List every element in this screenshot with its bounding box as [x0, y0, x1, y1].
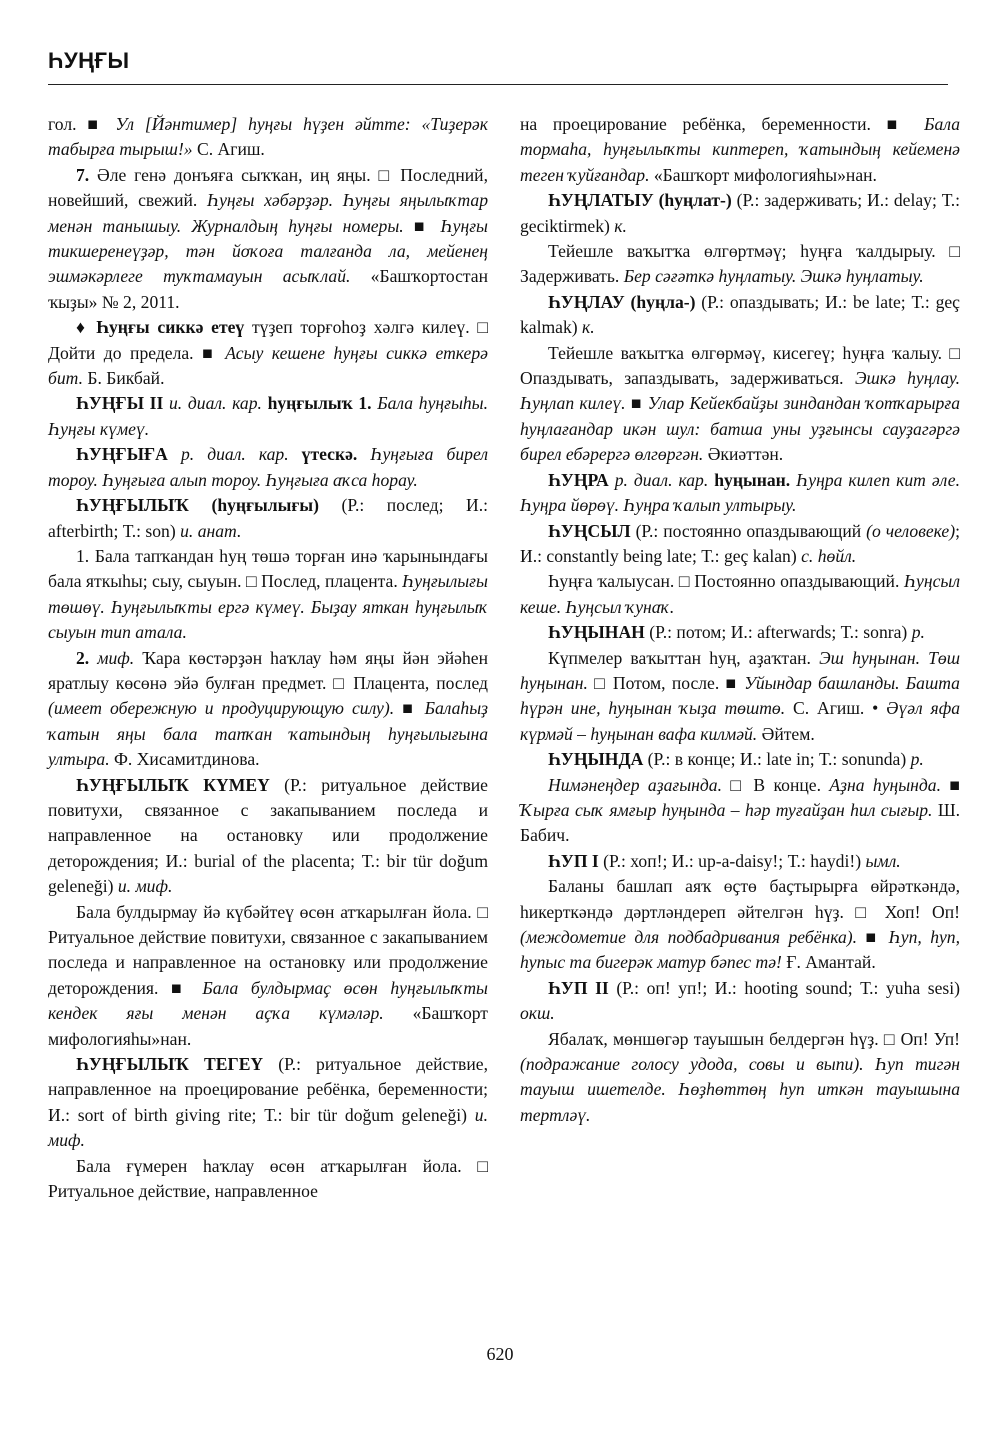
entry-paragraph — [520, 747, 960, 772]
open-square-icon: □ — [949, 342, 960, 363]
translation: Опаздывать, запаздывать, задерживаться. — [520, 368, 855, 389]
example: Асыу кешене һуңғы сиккә еткерә бит. — [48, 342, 488, 389]
equivalents: ; И.: constantly being late; Т.: geç kalan) — [520, 520, 960, 566]
gloss-and-example: (подражание голосу удода, совы и выпи). Һуп тигән тауыш ишетелде. Һөҙһөттөң һуп иткән тауышына тертләү. — [520, 1054, 960, 1125]
entry-paragraph — [48, 112, 488, 163]
example: Аҙна һуңында. — [829, 774, 950, 795]
source: С. Агиш. — [785, 698, 873, 719]
grammar-label: и. диал. кар. — [163, 393, 268, 414]
grammar-label: к. — [614, 215, 627, 236]
headword: ҺУҢЛАУ (һуңла-) — [548, 291, 696, 312]
definition: түҙеп торғоһоҙ хәлгә килеү. — [244, 317, 478, 338]
translation: Дойти до предела. — [48, 342, 203, 363]
entry-paragraph — [520, 188, 960, 239]
sense-paragraph — [520, 1027, 960, 1129]
phrase: Һуңғы сиккә етеү — [96, 317, 245, 338]
headword: ҺУҢҒЫЛЫҠ (һуңғылығы) — [76, 495, 319, 516]
headword: ҺУҢҒЫЛЫҠ КҮМЕҮ — [76, 774, 270, 795]
definition: 1. Бала тапҡандан һуң төшә торған инә ҡарынындағы бала яткыһы; сыу, сыуын. — [48, 545, 488, 592]
source: «Башҡорт мифологияһы»нан. — [48, 1003, 488, 1049]
translation: Хоп! Оп! — [873, 901, 960, 922]
headword: ҺУҢСЫЛ — [548, 520, 631, 541]
example: Балаһыҙ ҡатын яңы бала тапҡан ҡатындың һуңғылығына ултыра. — [48, 698, 488, 770]
source: Әкиәттән. — [703, 444, 784, 465]
right-column — [520, 112, 960, 1128]
open-square-icon: □ — [477, 901, 488, 922]
cross-reference: үтескә. — [301, 444, 358, 465]
entry-paragraph — [48, 391, 488, 442]
entry-paragraph — [520, 620, 960, 645]
equivalents: (Р.: в конце; И.: late in; Т.: sonunda) — [643, 749, 911, 770]
left-column — [48, 112, 488, 1204]
open-square-icon: □ — [246, 571, 257, 592]
sense-paragraph — [48, 900, 488, 1052]
filled-square-icon: ■ — [202, 342, 217, 363]
example: Һуңсыл кеше. Һуңсыл ҡунаҡ. — [520, 571, 960, 617]
open-square-icon: □ — [594, 672, 607, 693]
translation: Задерживать. — [520, 266, 624, 287]
example: Һуңғы хәбәрҙәр. Һуңғы яңылыҡтар менән танышыу. Журналдың һуңғы номеры. — [48, 190, 488, 236]
filled-square-icon: ■ — [402, 698, 417, 719]
example: Бала һуңғыһы. Һуңғы күмеү. — [48, 393, 488, 439]
source: Б. Бикбай. — [82, 368, 165, 389]
equivalents: (Р.: послед; И.: afterbirth; Т.: son) — [48, 495, 488, 541]
filled-square-icon: ■ — [865, 927, 881, 947]
equivalents: (Р.: потом; И.: afterwards; Т.: sonra) — [644, 622, 912, 643]
sense-paragraph — [48, 646, 488, 773]
sense-paragraph — [520, 773, 960, 849]
equivalents: (Р.: опаздывать; И.: be late; Т.: geç kalmak) — [520, 291, 960, 338]
example: Һуңғыға бирел тороу. Һуңғыға алып тороу. Һуңғыға аҡса һорау. — [48, 444, 488, 490]
cross-reference: һуңынан. — [714, 469, 791, 490]
entry-paragraph — [48, 1052, 488, 1154]
headword: ҺУҢЫНДА — [548, 749, 644, 770]
example: Һуңғылығы төшөү. Һуңғылыҡты ергә күмеү. Быҙау яткан һуңғылыҡ сыуын тип атала. — [48, 571, 488, 643]
open-square-icon: □ — [730, 774, 745, 795]
entry-paragraph — [48, 442, 488, 493]
sense-paragraph — [48, 544, 488, 646]
example: Бер сәғәткә һуңлатыу. Эшкә һуңлатыу. — [623, 266, 924, 287]
filled-square-icon: ■ — [630, 393, 643, 414]
source: Ф. Хисамитдинова. — [109, 749, 260, 770]
entry-paragraph — [48, 493, 488, 544]
example: Ҡырға сыҡ ямғыр һуңында – һәр туғайҙан һил сығыр. — [520, 799, 933, 820]
definition: Баланы башлап аяҡ өҫтө баҫтырырға өйрәткәндә, һикерткәндә дәртләндереп әйтелгән һүҙ. — [520, 876, 960, 922]
sense-paragraph — [520, 874, 960, 976]
gloss: (имеет обережную и продуцирующую силу). — [48, 698, 395, 719]
diamond-icon: ♦ — [76, 317, 89, 338]
source: «Башҡортостан ҡыҙы» № 2, 2011. — [48, 266, 489, 312]
definition: Бала булдырмау йә күбәйтеү өсөн атҡарылған йола. — [76, 901, 478, 922]
entry-paragraph — [520, 468, 960, 519]
sense-paragraph — [520, 569, 960, 620]
gloss: (междометие для подбадривания ребёнка). — [520, 927, 858, 947]
grammar-label: с. һөйл. — [801, 545, 857, 566]
grammar-label: р. — [910, 749, 924, 770]
grammar-label: р. диал. кар. — [608, 469, 715, 490]
source: Ш. Бабич. — [520, 799, 960, 846]
source: Әйтем. — [757, 723, 815, 744]
headword: ҺУҢРА — [548, 469, 609, 490]
definition: Нимәнеңдер аҙағында. — [548, 774, 731, 795]
translation: на проецирование ребёнка, беременности. — [520, 114, 887, 134]
entry-paragraph — [48, 773, 488, 900]
filled-square-icon: ■ — [886, 114, 909, 134]
running-head: ҺУҢҒЫ — [48, 48, 130, 73]
headword: ҺУҢҒЫ II — [76, 393, 164, 414]
entry-paragraph — [520, 976, 960, 1027]
definition: Ҡара көстәрҙән һаҡлау һәм яңы йән эйәһен яратлыу көсөнә эйә булған предмет. — [48, 647, 489, 693]
example: Һуп, һуп, һупыс та бигерәк матур бәпес тә! — [520, 927, 961, 973]
definition: Күпмелер ваҡыттан һуң, аҙаҡтан. — [548, 647, 820, 668]
translation: Плацента, послед — [346, 672, 488, 693]
phrase-paragraph — [48, 315, 488, 391]
definition: Ябалаҡ, мөншөгәр тауышын белдергән һүҙ. — [548, 1028, 884, 1049]
grammar-label: р. — [911, 622, 925, 643]
headword: ҺУП II — [548, 977, 609, 998]
headword: ҺУҢҒЫҒА — [76, 444, 168, 465]
example: Эш һуңынан. Төш һуңынан. — [520, 647, 960, 693]
example: Эшкә һуңлау. Һуңлап килеү. — [520, 368, 961, 414]
open-square-icon: □ — [477, 317, 488, 338]
source: Ғ. Амантай. — [781, 952, 876, 973]
headword: ҺУП I — [548, 850, 599, 871]
text: гол. — [48, 114, 88, 134]
open-square-icon: □ — [883, 1028, 896, 1049]
example: Һуңра килеп кит әле. Һуңра йөрөү. Һуңра ҡалып ултырыу. — [520, 469, 960, 516]
definition: Тейешле ваҡытҡа өлгөртмәү; һуңға ҡалдырыу. — [548, 241, 950, 262]
open-square-icon: □ — [378, 164, 393, 185]
headword: ҺУҢЛАТЫУ (һуңлат-) — [548, 190, 732, 211]
filled-square-icon: ■ — [87, 114, 105, 134]
sense-paragraph — [520, 646, 960, 748]
translation: Ритуальное действие повитухи, связанное с закапыванием последа и направленное на остановку или продолжение деторождения. — [48, 927, 488, 998]
header-rule — [48, 84, 948, 85]
grammar-label: р. диал. кар. — [167, 444, 302, 465]
translation: Постоянно опаздывающий. — [689, 571, 904, 592]
equivalents: (Р.: задерживать; И.: delay; Т.: geciktirmek) — [520, 190, 960, 236]
open-square-icon: □ — [477, 1155, 488, 1176]
sense-number: 7. — [76, 164, 97, 185]
example: Бала булдырмаҫ өсөн һуңғылыҡты кендек яғы менән аҫҡа күмәләр. — [48, 977, 488, 1024]
equivalents: (Р.: ритуальное действие повитухи, связанное с закапыванием последа и направленное на остановку или продолжение деторождения; И.: burial of the placenta; Т.: bir tür doğum geleneği) — [48, 774, 488, 897]
filled-square-icon: ■ — [725, 672, 738, 693]
open-square-icon: □ — [678, 571, 690, 592]
entry-paragraph — [520, 519, 960, 570]
translation: Оп! Уп! — [895, 1028, 960, 1049]
page-number: 620 — [486, 1344, 514, 1364]
source: С. Агиш. — [192, 139, 265, 160]
sense-paragraph — [48, 163, 488, 315]
grammar-label: и. миф. — [48, 1104, 488, 1151]
example: Ул [Йәнтимер] һуңғы һүҙен әйтте: «Тиҙерәк табырға тырыш!» — [48, 114, 488, 160]
open-square-icon: □ — [333, 672, 347, 693]
bullet-icon: • — [872, 698, 879, 719]
equivalents: (Р.: хоп!; И.: up-a-daisy!; Т.: haydi!) — [598, 850, 866, 871]
grammar-label: миф. — [97, 647, 135, 668]
grammar-label: ымл. — [865, 850, 901, 871]
sense-paragraph — [48, 1154, 488, 1205]
translation: Последний, новейший, свежий. — [48, 164, 488, 211]
equivalents: (Р.: оп! уп!; И.: hooting sound; Т.: yuha sesi) — [608, 977, 960, 998]
equivalents: (Р.: постоянно опаздывающий — [630, 520, 867, 541]
grammar-label: и. миф. — [117, 876, 173, 897]
translation: В конце. — [744, 774, 830, 795]
example: Һуңғы тикшеренеүҙәр, тән йоҡоға талғанда ла, мейенең эшмәкәрлеге туҡтамауын асыҡлай. — [48, 215, 488, 287]
gloss: (о человеке) — [866, 520, 956, 541]
translation: Ритуальное действие, направленное — [48, 1181, 318, 1202]
entry-paragraph — [520, 849, 960, 874]
source: «Башҡорт мифологияһы»нан. — [649, 164, 877, 185]
example: Бала тормаһа, һуңғылыҡты киптереп, ҡатындың кейеменә теген ҡуйғандар. — [520, 114, 960, 185]
sense-paragraph — [520, 239, 960, 290]
grammar-label: и. анат. — [180, 520, 242, 541]
definition: Әле генә донъяға сыҡҡан, иң яңы. — [97, 164, 379, 185]
translation: Послед, плацента. — [256, 571, 403, 592]
grammar-label: к. — [582, 317, 595, 338]
filled-square-icon: ■ — [171, 977, 190, 998]
grammar-label: окш. — [520, 1003, 555, 1024]
entry-paragraph — [520, 290, 960, 341]
filled-square-icon: ■ — [413, 215, 431, 236]
definition: Һуңға ҡалыусан. — [548, 571, 679, 592]
sense-paragraph — [520, 112, 960, 188]
headword: ҺУҢЫНАН — [548, 622, 645, 643]
translation: Потом, после. — [606, 672, 726, 693]
sense-paragraph — [520, 341, 960, 468]
proverb: Әүәл яфа күрмәй – һуңынан вафа килмәй. — [520, 698, 960, 744]
cross-reference: һуңғылыҡ 1. — [267, 393, 372, 414]
equivalents: (Р.: ритуальное действие, направленное на проецирование ребёнка, беременности; И.: sort of birth giving rite; Т.: bir tür doğum geleneği) — [48, 1054, 488, 1125]
example: Уйындар башланды. Башта һүрән ине, һуңынан ҡыҙа төштө. — [520, 672, 960, 719]
sense-number: 2. — [76, 647, 98, 668]
definition: Тейешле ваҡытҡа өлгөрмәү, кисегеү; һуңға ҡалыу. — [548, 342, 950, 363]
example: Улар Кейекбайҙы зиндандан ҡотҡарырға һуңлағандар икән шул: батша уны уҙғынсы сауҙагәргә бирел ебәрергә өлгөргән. — [520, 393, 961, 465]
open-square-icon: □ — [855, 901, 874, 922]
open-square-icon: □ — [949, 241, 960, 262]
headword: ҺУҢҒЫЛЫҠ ТЕГЕҮ — [76, 1054, 264, 1075]
definition: Бала ғүмерен һаҡлау өсөн атҡарылған йола. — [76, 1155, 478, 1176]
filled-square-icon: ■ — [949, 774, 960, 795]
